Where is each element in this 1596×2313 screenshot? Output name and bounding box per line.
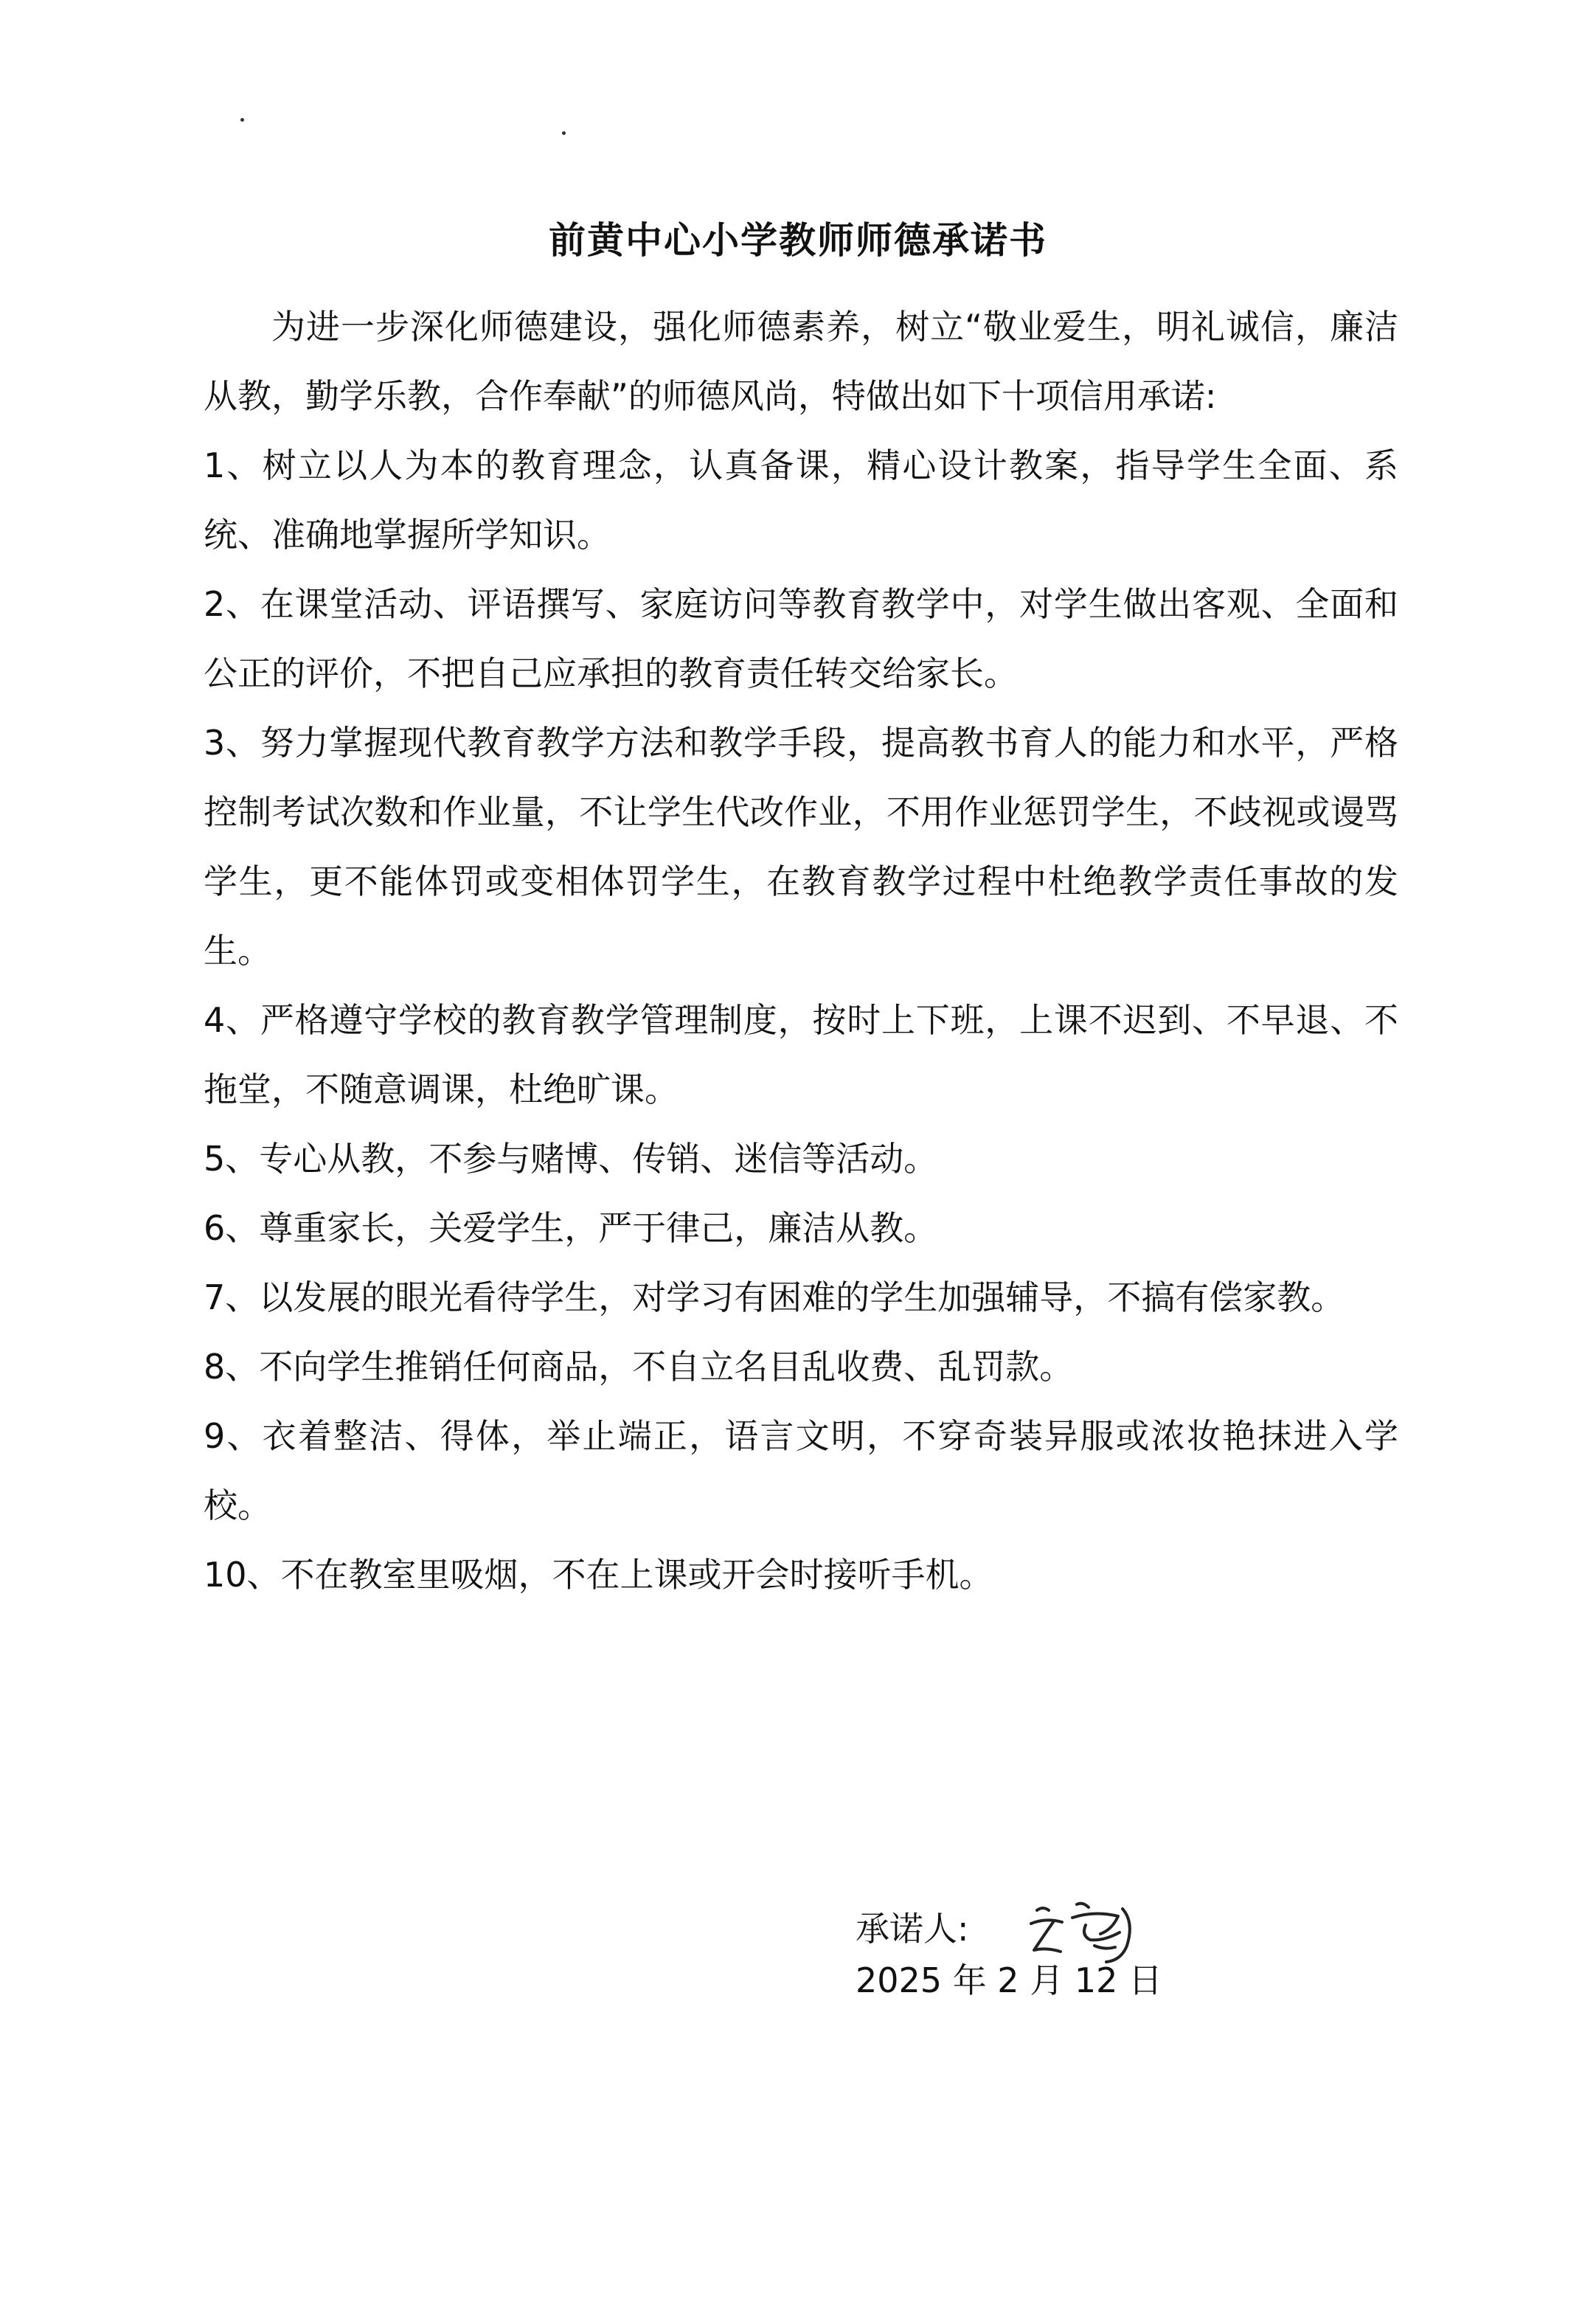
commitment-item-7: 7、以发展的眼光看待学生，对学习有困难的学生加强辅导，不搞有偿家教。 (204, 1277, 1345, 1317)
commitment-item-1: 1、树立以人为本的教育理念，认真备课，精心设计教案，指导学生全面、系统、准确地掌握所学知识。 (204, 445, 1398, 555)
scan-speck (240, 118, 244, 122)
commitment-item-5: 5、专心从教，不参与赌博、传销、迷信等活动。 (204, 1139, 938, 1179)
signature-block (856, 1888, 1149, 1949)
commitment-item-9: 9、衣着整洁、得体，举止端正，语言文明，不穿奇装异服或浓妆艳抹进入学校。 (204, 1416, 1398, 1525)
commitment-item-6: 6、尊重家长，关爱学生，严于律己，廉洁从教。 (204, 1208, 938, 1248)
commitment-item-2: 2、在课堂活动、评语撰写、家庭访问等教育教学中，对学生做出客观、全面和公正的评价，不把自己应承担的教育责任转交给家长。 (204, 584, 1398, 693)
document-body (204, 292, 1398, 1609)
commitment-item-8: 8、不向学生推销任何商品，不自立名目乱收费、乱罚款。 (204, 1347, 1074, 1387)
page-title: 前黄中心小学教师师德承诺书 (549, 219, 1047, 262)
promisor-label: 承诺人: (856, 1909, 969, 1949)
commitment-item-3: 3、努力掌握现代教育教学方法和教学手段，提高教书育人的能力和水平，严格控制考试次数和作业量，不让学生代改作业，不用作业惩罚学生，不歧视或谩骂学生，更不能体罚或变相体罚学生，在教育教学过程中杜绝教学责任事故的发生。 (204, 723, 1398, 971)
scan-speck (562, 131, 566, 135)
commitment-item-10: 10、不在教室里吸烟，不在上课或开会时接听手机。 (204, 1555, 993, 1595)
commitment-item-4: 4、严格遵守学校的教育教学管理制度，按时上下班，上课不迟到、不早退、不拖堂，不随意调课，杜绝旷课。 (204, 1000, 1398, 1109)
intro-paragraph: 为进一步深化师德建设，强化师德素养，树立“敬业爱生，明礼诚信，廉洁从教，勤学乐教，合作奉献”的师德风尚，特做出如下十项信用承诺: (204, 307, 1398, 416)
signature-date: 2025 年 2 月 12 日 (856, 1960, 1162, 2000)
